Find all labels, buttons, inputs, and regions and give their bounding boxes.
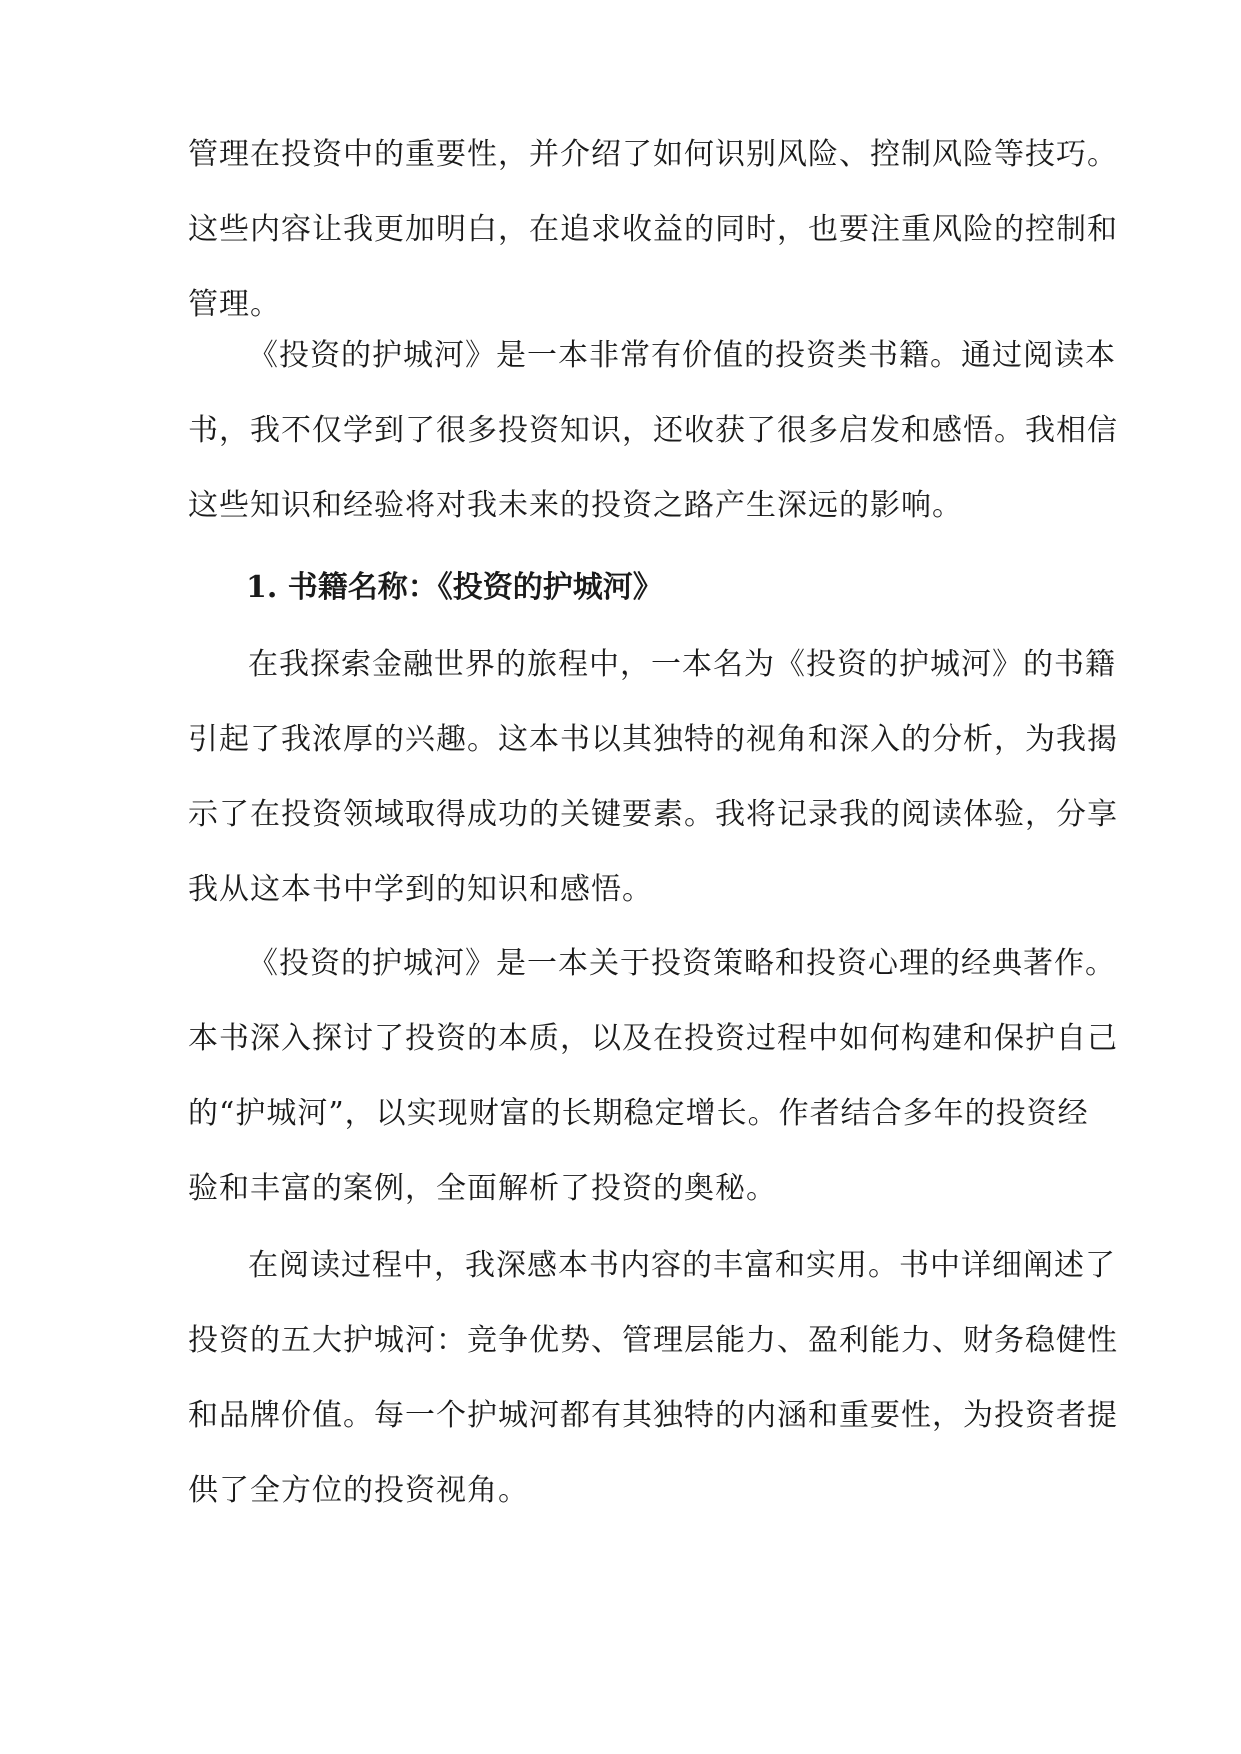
paragraph-line: 书，我不仅学到了很多投资知识，还收获了很多启发和感悟。我相信: [188, 413, 1118, 448]
paragraph-line: 的“护城河”，以实现财富的长期稳定增长。作者结合多年的投资经: [188, 1096, 1089, 1131]
continued-paragraph: [188, 117, 1118, 342]
paragraph-line: 《投资的护城河》是一本关于投资策略和投资心理的经典著作。: [248, 946, 1116, 981]
paragraph-line: 这些内容让我更加明白，在追求收益的同时，也要注重风险的控制和: [188, 212, 1118, 247]
content-paragraph: [188, 1228, 1118, 1528]
summary-paragraph: [188, 318, 1118, 543]
paragraph-line: 我从这本书中学到的知识和感悟。: [188, 872, 653, 907]
paragraph-line: 在阅读过程中，我深感本书内容的丰富和实用。书中详细阐述了: [248, 1248, 1116, 1283]
paragraph-line: 供了全方位的投资视角。: [188, 1473, 529, 1508]
paragraph-line: 这些知识和经验将对我未来的投资之路产生深远的影响。: [188, 488, 963, 523]
paragraph-line: 在我探索金融世界的旅程中，一本名为《投资的护城河》的书籍: [248, 647, 1116, 682]
paragraph-line: 本书深入探讨了投资的本质，以及在投资过程中如何构建和保护自己: [188, 1021, 1118, 1056]
intro-paragraph: [188, 627, 1118, 927]
paragraph-line: 《投资的护城河》是一本非常有价值的投资类书籍。通过阅读本: [248, 338, 1116, 373]
overview-paragraph: [188, 926, 1118, 1226]
paragraph-line: 验和丰富的案例，全面解析了投资的奥秘。: [188, 1171, 777, 1206]
paragraph-line: 和品牌价值。每一个护城河都有其独特的内涵和重要性，为投资者提: [188, 1398, 1118, 1433]
paragraph-line: 引起了我浓厚的兴趣。这本书以其独特的视角和深入的分析，为我揭: [188, 722, 1118, 757]
paragraph-line: 投资的五大护城河：竞争优势、管理层能力、盈利能力、财务稳健性: [188, 1323, 1118, 1358]
paragraph-line: 示了在投资领域取得成功的关键要素。我将记录我的阅读体验，分享: [188, 797, 1118, 832]
paragraph-line: 管理在投资中的重要性，并介绍了如何识别风险、控制风险等技巧。: [188, 137, 1118, 172]
section-heading: 1. 书籍名称：《投资的护城河》: [246, 570, 663, 605]
paragraph-line: 管理。: [188, 287, 281, 322]
